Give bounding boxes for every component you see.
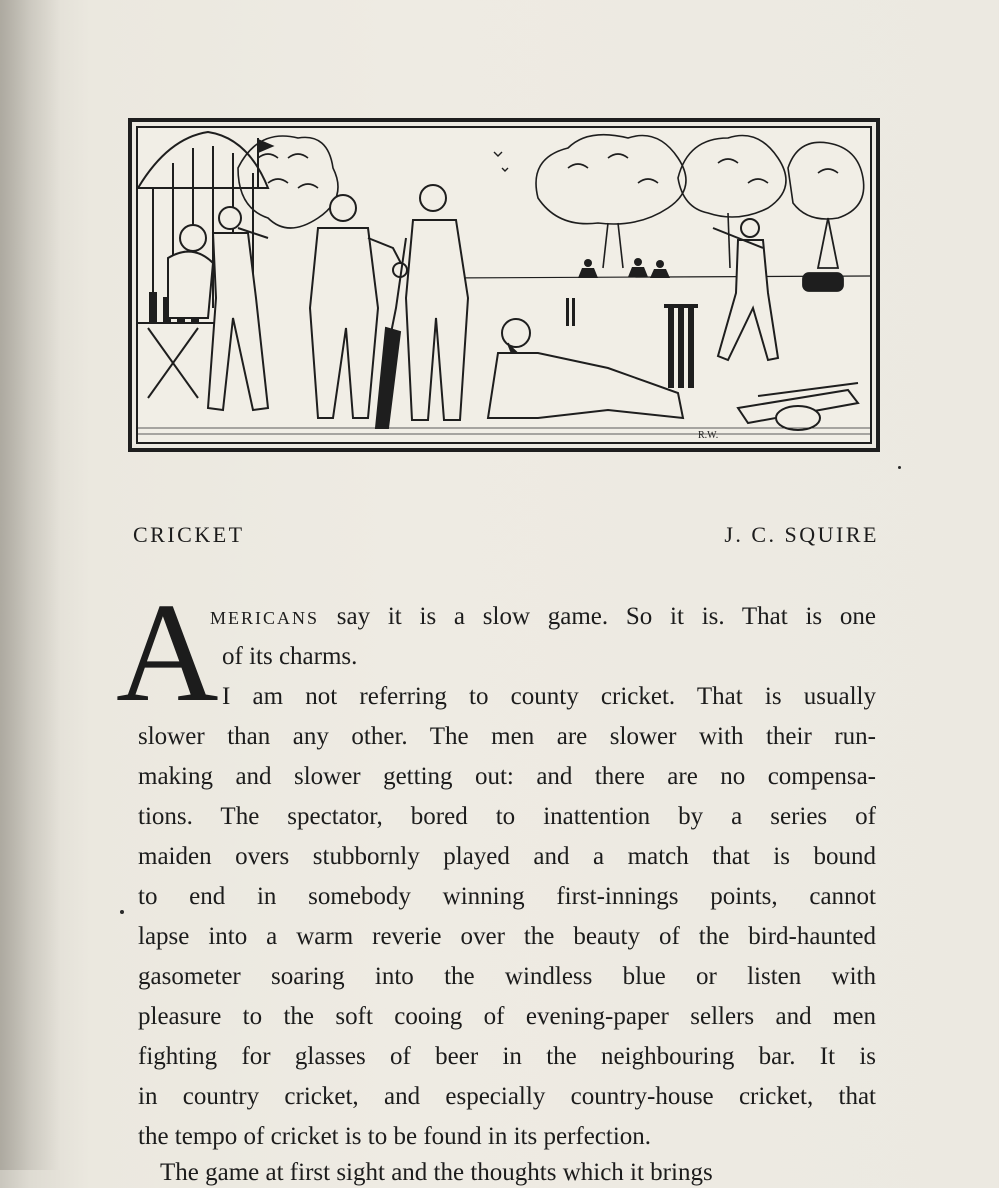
figure-drinking xyxy=(208,207,268,410)
figure-batsman-standing xyxy=(376,185,468,428)
cricket-gear xyxy=(738,383,858,430)
illustration-panel xyxy=(136,126,872,444)
figure-reclining xyxy=(488,319,683,418)
text-line-4: slower than any other. The men are slower with their run- xyxy=(138,723,876,750)
text-line-12: fighting for glasses of beer in the neighbouring bar. It is xyxy=(138,1043,876,1070)
text-line-13: in country cricket, and especially country-house cricket, that xyxy=(138,1083,876,1110)
birds xyxy=(494,152,508,171)
text-line-2: of its charms. xyxy=(222,643,358,670)
text-line-14: the tempo of cricket is to be found in its perfection. xyxy=(138,1123,652,1150)
cricket-scene-engraving xyxy=(138,128,870,442)
text-line-1-body: say it is a slow game. So it is. That is one xyxy=(336,603,877,630)
text-line-9: lapse into a warm reverie over the beauty of the bird-haunted xyxy=(138,923,876,950)
figure-at-table xyxy=(168,225,213,318)
lead-small-caps: MERICANS xyxy=(210,608,320,628)
page-binding-shadow xyxy=(0,0,60,1170)
text-line-1 xyxy=(210,602,876,632)
drop-cap: A xyxy=(116,573,219,731)
distant-spectators xyxy=(578,258,670,278)
paper-speck xyxy=(120,910,124,914)
section-title: CRICKET xyxy=(133,522,245,547)
text-line-10: gasometer soaring into the windless blue or listen with xyxy=(138,963,876,990)
illustration-signature: R.W. xyxy=(698,430,719,441)
ground-hatching xyxy=(138,428,870,434)
trees-right xyxy=(536,135,864,268)
next-line-fragment: The game at first sight and the thoughts which it brings xyxy=(160,1159,713,1186)
text-line-6: tions. The spectator, bored to inattention by a series of xyxy=(138,803,876,830)
text-line-5: making and slower getting out: and there are no compensa- xyxy=(138,763,876,790)
cricket-illustration xyxy=(128,118,880,452)
paper-speck xyxy=(898,466,901,469)
author-name: J. C. SQUIRE xyxy=(724,522,879,547)
text-line-11: pleasure to the soft cooing of evening-paper sellers and men xyxy=(138,1003,876,1030)
text-line-8: to end in somebody winning first-innings points, cannot xyxy=(138,883,876,910)
figure-distant-batsman xyxy=(713,219,778,360)
boat-sail xyxy=(803,218,843,291)
text-line-7: maiden overs stubbornly played and a match that is bound xyxy=(138,843,876,870)
text-line-3: I am not referring to county cricket. That is usually xyxy=(222,683,876,710)
